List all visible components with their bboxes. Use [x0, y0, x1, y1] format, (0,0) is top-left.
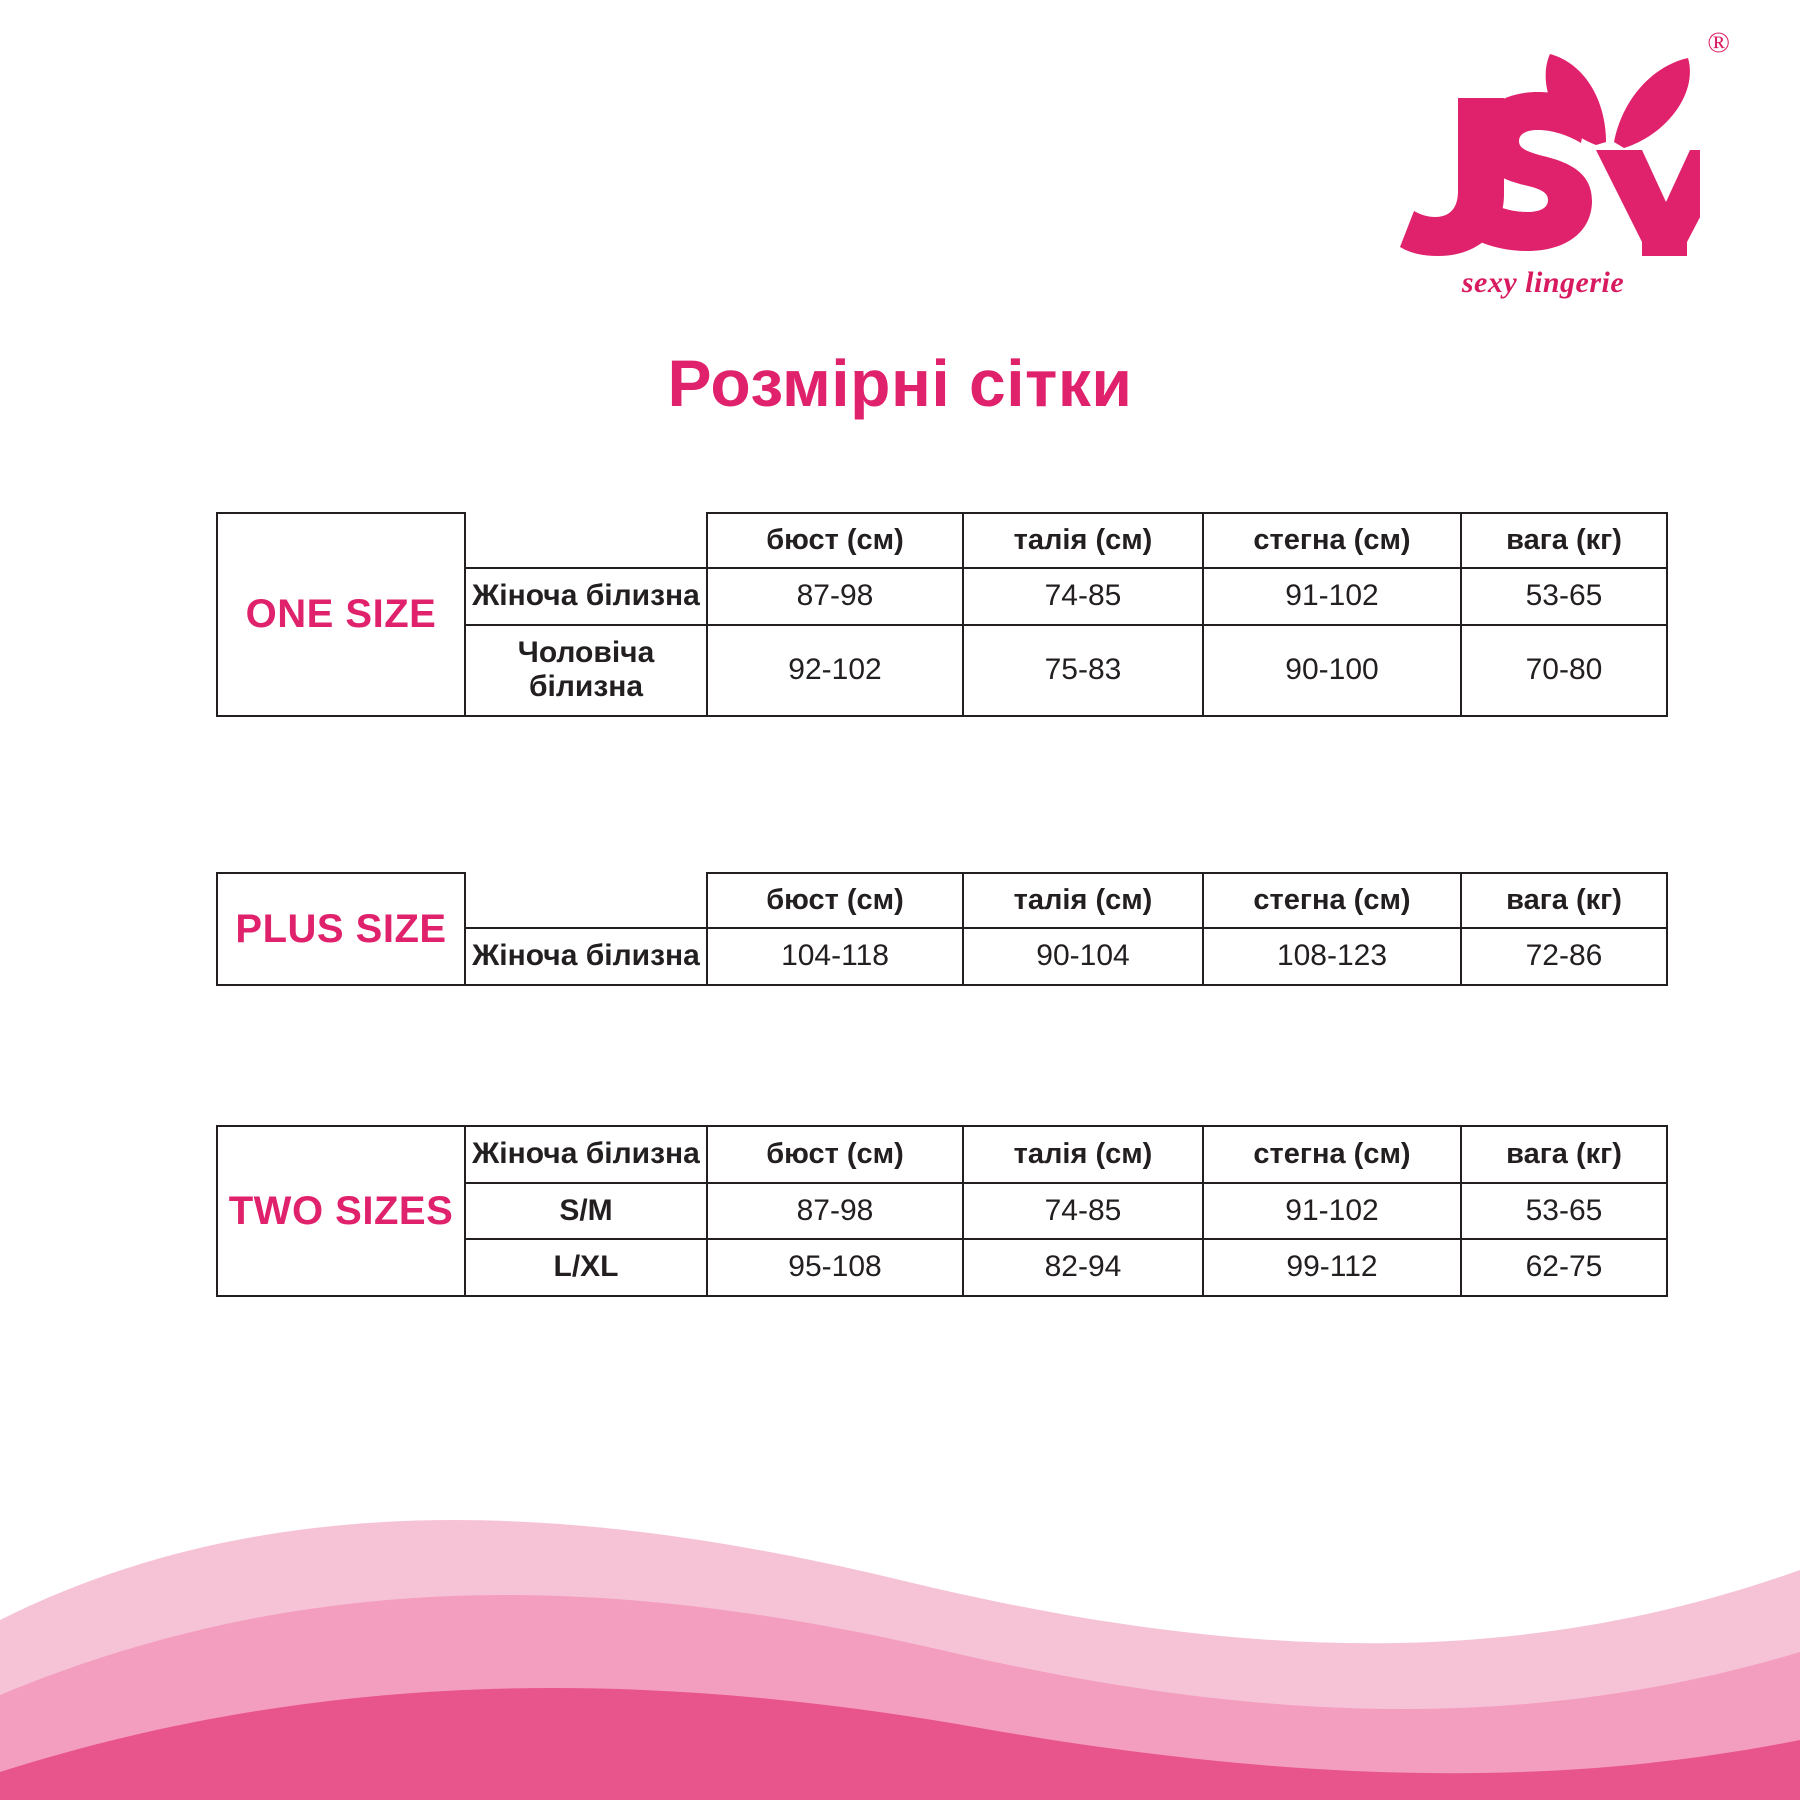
cell-weight: 53-65 [1461, 1183, 1667, 1240]
row-label-womens: Жіноча білизна [465, 928, 707, 985]
cell-hips: 91-102 [1203, 568, 1461, 625]
page-title: Розмірні сітки [667, 346, 1133, 420]
jsy-logo-icon [1400, 50, 1700, 265]
size-table-one-size [216, 512, 1622, 717]
cell-weight: 72-86 [1461, 928, 1667, 985]
cell-hips: 99-112 [1203, 1239, 1461, 1296]
column-header-hips: стегна (см) [1203, 873, 1461, 928]
size-category-label: PLUS SIZE [217, 873, 465, 985]
cell-hips: 91-102 [1203, 1183, 1461, 1240]
registered-trademark-icon: ® [1707, 26, 1730, 59]
table-header-row [217, 873, 1667, 928]
brand-logo [1400, 18, 1730, 298]
cell-waist: 74-85 [963, 1183, 1203, 1240]
column-header-hips: стегна (см) [1203, 513, 1461, 568]
column-header-waist: талія (см) [963, 513, 1203, 568]
cell-hips: 108-123 [1203, 928, 1461, 985]
cell-weight: 53-65 [1461, 568, 1667, 625]
size-table-two-sizes [216, 1125, 1622, 1297]
table-corner-cell [465, 873, 707, 928]
cell-waist: 75-83 [963, 625, 1203, 716]
column-header-bust: бюст (см) [707, 1126, 963, 1183]
size-table-plus-size [216, 872, 1622, 986]
cell-waist: 90-104 [963, 928, 1203, 985]
row-label-lxl: L/XL [465, 1239, 707, 1296]
brand-tagline: sexy lingerie [1461, 266, 1625, 299]
column-header-bust: бюст (см) [707, 513, 963, 568]
cell-bust: 92-102 [707, 625, 963, 716]
size-category-label: TWO SIZES [217, 1126, 465, 1296]
table-header-row [217, 513, 1667, 568]
column-header-waist: талія (см) [963, 1126, 1203, 1183]
cell-bust: 95-108 [707, 1239, 963, 1296]
cell-bust: 104-118 [707, 928, 963, 985]
cell-waist: 74-85 [963, 568, 1203, 625]
row-label-mens: Чоловіча білизна [465, 625, 707, 716]
table-header-row [217, 1126, 1667, 1183]
cell-bust: 87-98 [707, 568, 963, 625]
column-header-weight: вага (кг) [1461, 1126, 1667, 1183]
column-header-womens: Жіноча білизна [465, 1126, 707, 1183]
decorative-wave-graphic [0, 1420, 1800, 1800]
cell-hips: 90-100 [1203, 625, 1461, 716]
cell-weight: 70-80 [1461, 625, 1667, 716]
cell-waist: 82-94 [963, 1239, 1203, 1296]
column-header-weight: вага (кг) [1461, 873, 1667, 928]
table-corner-cell [465, 513, 707, 568]
row-label-womens: Жіноча білизна [465, 568, 707, 625]
cell-weight: 62-75 [1461, 1239, 1667, 1296]
row-label-sm: S/M [465, 1183, 707, 1240]
column-header-waist: талія (см) [963, 873, 1203, 928]
column-header-weight: вага (кг) [1461, 513, 1667, 568]
cell-bust: 87-98 [707, 1183, 963, 1240]
column-header-hips: стегна (см) [1203, 1126, 1461, 1183]
column-header-bust: бюст (см) [707, 873, 963, 928]
size-category-label: ONE SIZE [217, 513, 465, 716]
